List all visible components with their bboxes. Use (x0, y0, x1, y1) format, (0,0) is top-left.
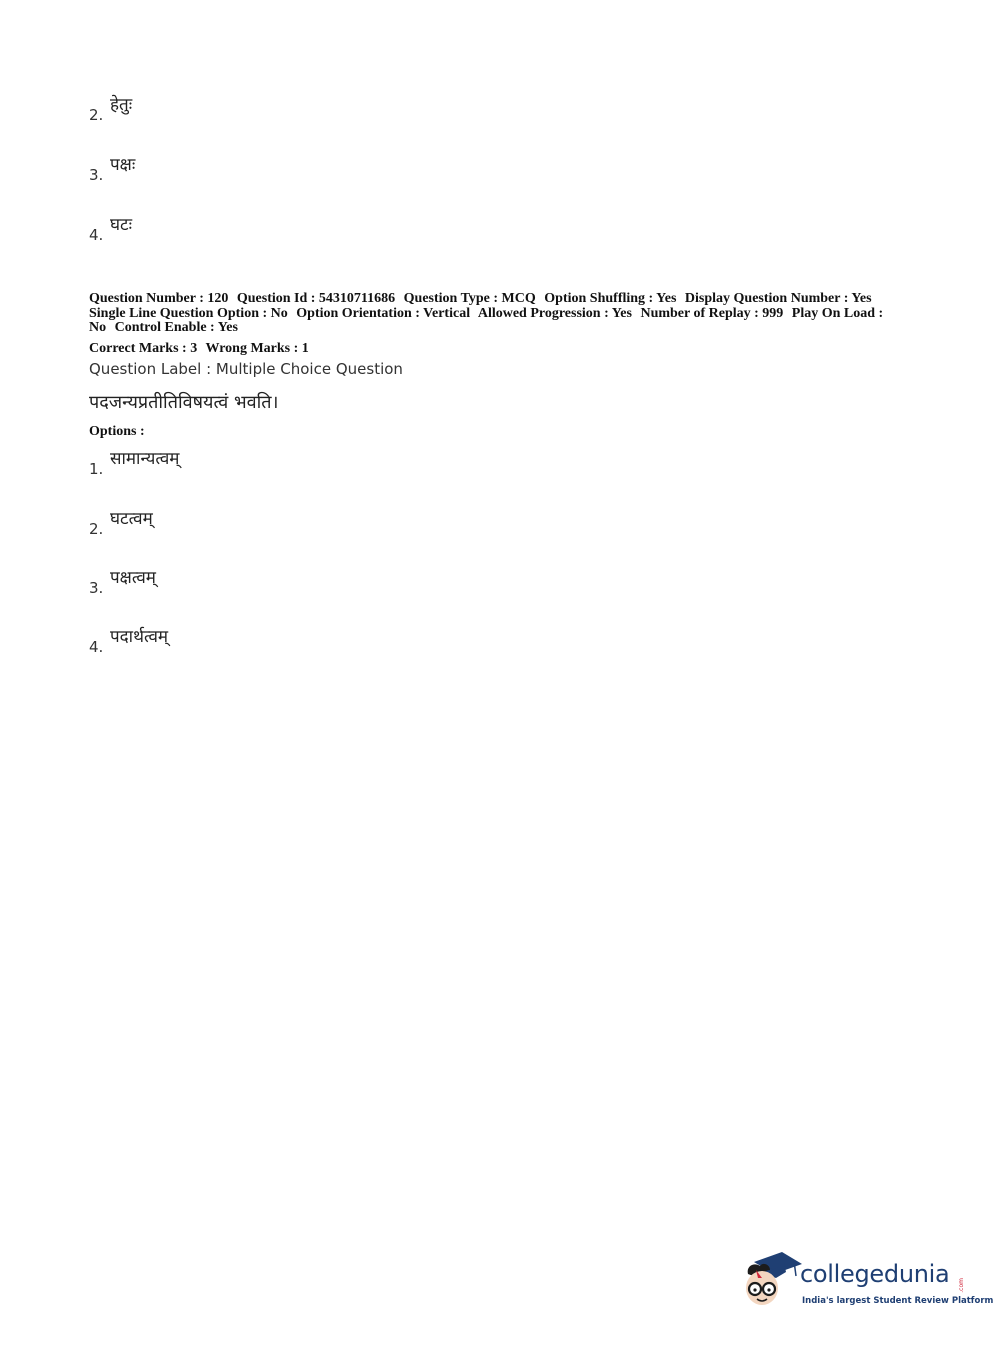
option-text: पक्षः (110, 155, 136, 175)
option-text: घटत्वम् (110, 509, 153, 529)
question-id: Question Id : 54310711686 (236, 291, 396, 306)
option-number: 1. (89, 460, 104, 478)
option-orientation: Option Orientation : Vertical (296, 305, 471, 321)
option-text: घटः (110, 215, 133, 235)
question-label: Question Label : Multiple Choice Question (89, 360, 403, 378)
wrong-marks: Wrong Marks : 1 (205, 341, 309, 356)
allowed-progression: Allowed Progression : Yes (477, 305, 632, 321)
mascot-icon (740, 1248, 802, 1310)
metadata-line-2 (89, 307, 919, 322)
single-line-question-option: Single Line Question Option : No (89, 305, 288, 321)
option-shuffling: Option Shuffling : Yes (544, 291, 677, 306)
question-metadata (89, 292, 919, 336)
question-type: Question Type : MCQ (403, 291, 536, 306)
logo-wordmark: collegedunia (800, 1260, 950, 1288)
option-number: 3. (89, 166, 104, 184)
display-question-number: Display Question Number : Yes (684, 291, 872, 306)
option-text: सामान्यत्वम् (110, 449, 180, 469)
logo-dotcom: .com (958, 1278, 965, 1293)
collegedunia-logo[interactable] (740, 1248, 994, 1312)
option-number: 3. (89, 579, 104, 597)
option-number: 4. (89, 226, 104, 244)
correct-marks: Correct Marks : 3 (89, 341, 198, 356)
question-text: पदजन्यप्रतीतिविषयत्वं भवति। (89, 392, 279, 413)
option-number: 4. (89, 638, 104, 656)
metadata-line-1 (89, 292, 919, 307)
option-text: हेतुः (110, 95, 133, 115)
play-on-load-value: No (89, 320, 107, 335)
options-heading: Options : (89, 424, 145, 439)
metadata-line-3 (89, 321, 919, 336)
option-number: 2. (89, 106, 104, 124)
option-text: पक्षत्वम् (110, 568, 156, 588)
option-number: 2. (89, 520, 104, 538)
logo-tagline: India's largest Student Review Platform (802, 1296, 994, 1306)
play-on-load: Play On Load : (791, 305, 884, 321)
option-text: पदार्थत्वम् (110, 627, 169, 647)
marks-line (89, 341, 314, 357)
control-enable: Control Enable : Yes (114, 320, 238, 335)
question-number: Question Number : 120 (89, 291, 229, 306)
number-of-replay: Number of Replay : 999 (640, 305, 784, 321)
